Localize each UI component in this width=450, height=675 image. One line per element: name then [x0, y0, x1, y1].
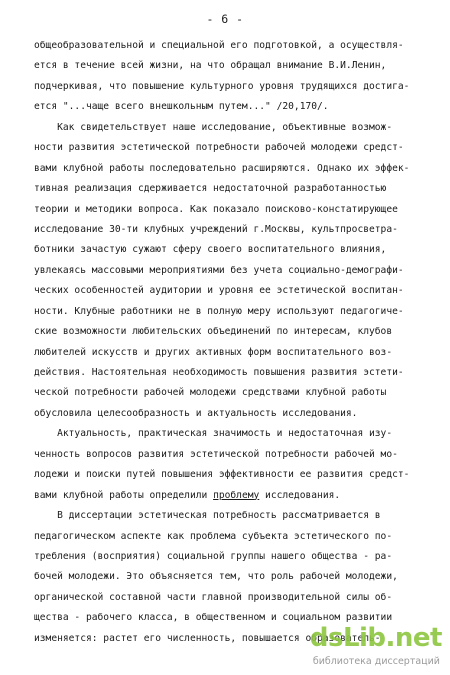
- text-line: Как свидетельствует наше исследование, объективные возмож-: [34, 121, 393, 133]
- text-line: ности. Клубные работники не в полную меру используют педагогиче-: [34, 305, 404, 317]
- text-line: ности развития эстетической потребности рабочей молодежи средст-: [34, 142, 404, 154]
- text-line: вами клубной работы последовательно расширяются. Однако их эффек-: [34, 162, 410, 174]
- text-line: ботники зачастую сужают сферу своего воспитательного влияния,: [34, 244, 387, 256]
- text-line: ется в течение всей жизни, на что обращал внимание В.И.Ленин,: [34, 60, 387, 72]
- page-number: - 6 -: [206, 12, 244, 26]
- text-line: подчеркивая, что повышение культурного уровня трудящихся достига-: [34, 80, 410, 92]
- text-line: ческих особенностей аудитории и уровня ее эстетической воспитан-: [34, 285, 404, 297]
- text-line-with-underline: [34, 486, 419, 506]
- text-line: требления (восприятия) социальной группы нашего общества - ра-: [34, 550, 393, 562]
- text-line: В диссертации эстетическая потребность рассматривается в: [34, 510, 381, 522]
- text-line: действия. Настоятельная необходимость повышения развития эстети-: [34, 367, 404, 378]
- watermark: [282, 623, 442, 667]
- text-segment: исследования.: [259, 489, 341, 501]
- text-line: Актуальность, практическая значимость и недостаточная изу-: [34, 428, 393, 440]
- text-line: ские возможности любительских объединений по интересам, клубов: [34, 326, 393, 338]
- text-line: любителей искусств и других активных форм воспитательного воз-: [34, 346, 393, 358]
- text-line: ченность вопросов развития эстетической потребности рабочей мо-: [34, 448, 398, 460]
- text-segment: вами клубной работы определили: [34, 489, 214, 501]
- underlined-word: проблему: [213, 489, 260, 501]
- body-text: [34, 36, 419, 649]
- text-line: исследование 30-ти клубных учреждений г.Москвы, культпросветра-: [34, 223, 398, 235]
- text-line: бочей молодежи. Это объясняется тем, что роль рабочей молодежи,: [34, 571, 398, 583]
- text-line: педагогическом аспекте как проблема субъекта эстетического по-: [34, 530, 393, 542]
- text-line: изменяется: растет его численность, повышается образователь-: [34, 632, 381, 644]
- text-line: щества - рабочего класса, в общественном и социальном развитии: [34, 612, 393, 624]
- text-line: обусловила целесообразность и актуальность исследования.: [34, 407, 358, 419]
- watermark-subtitle: библиотека диссертаций: [312, 656, 440, 667]
- text-line: теории и методики вопроса. Как показало поисково-констатирующее: [34, 203, 398, 215]
- text-line: увлекаясь массовыми мероприятиями без учета социально-демографи-: [34, 264, 404, 276]
- text-line: тивная реализация сдерживается недостаточной разработанностью: [34, 183, 387, 195]
- text-line: органической составной части главной производительной силы об-: [34, 591, 393, 603]
- watermark-logo: dsLib.net: [309, 623, 442, 653]
- text-line: ческой потребности рабочей молодежи средствами клубной работы: [34, 387, 387, 399]
- text-line: ется "...чаще всего внешкольным путем..." /20,170/.: [34, 101, 329, 113]
- text-line: общеобразовательной и специальной его подготовкой, а осуществля-: [34, 40, 404, 51]
- text-line: лодежи и поиски путей повышения эффективности ее развития средст-: [34, 469, 410, 481]
